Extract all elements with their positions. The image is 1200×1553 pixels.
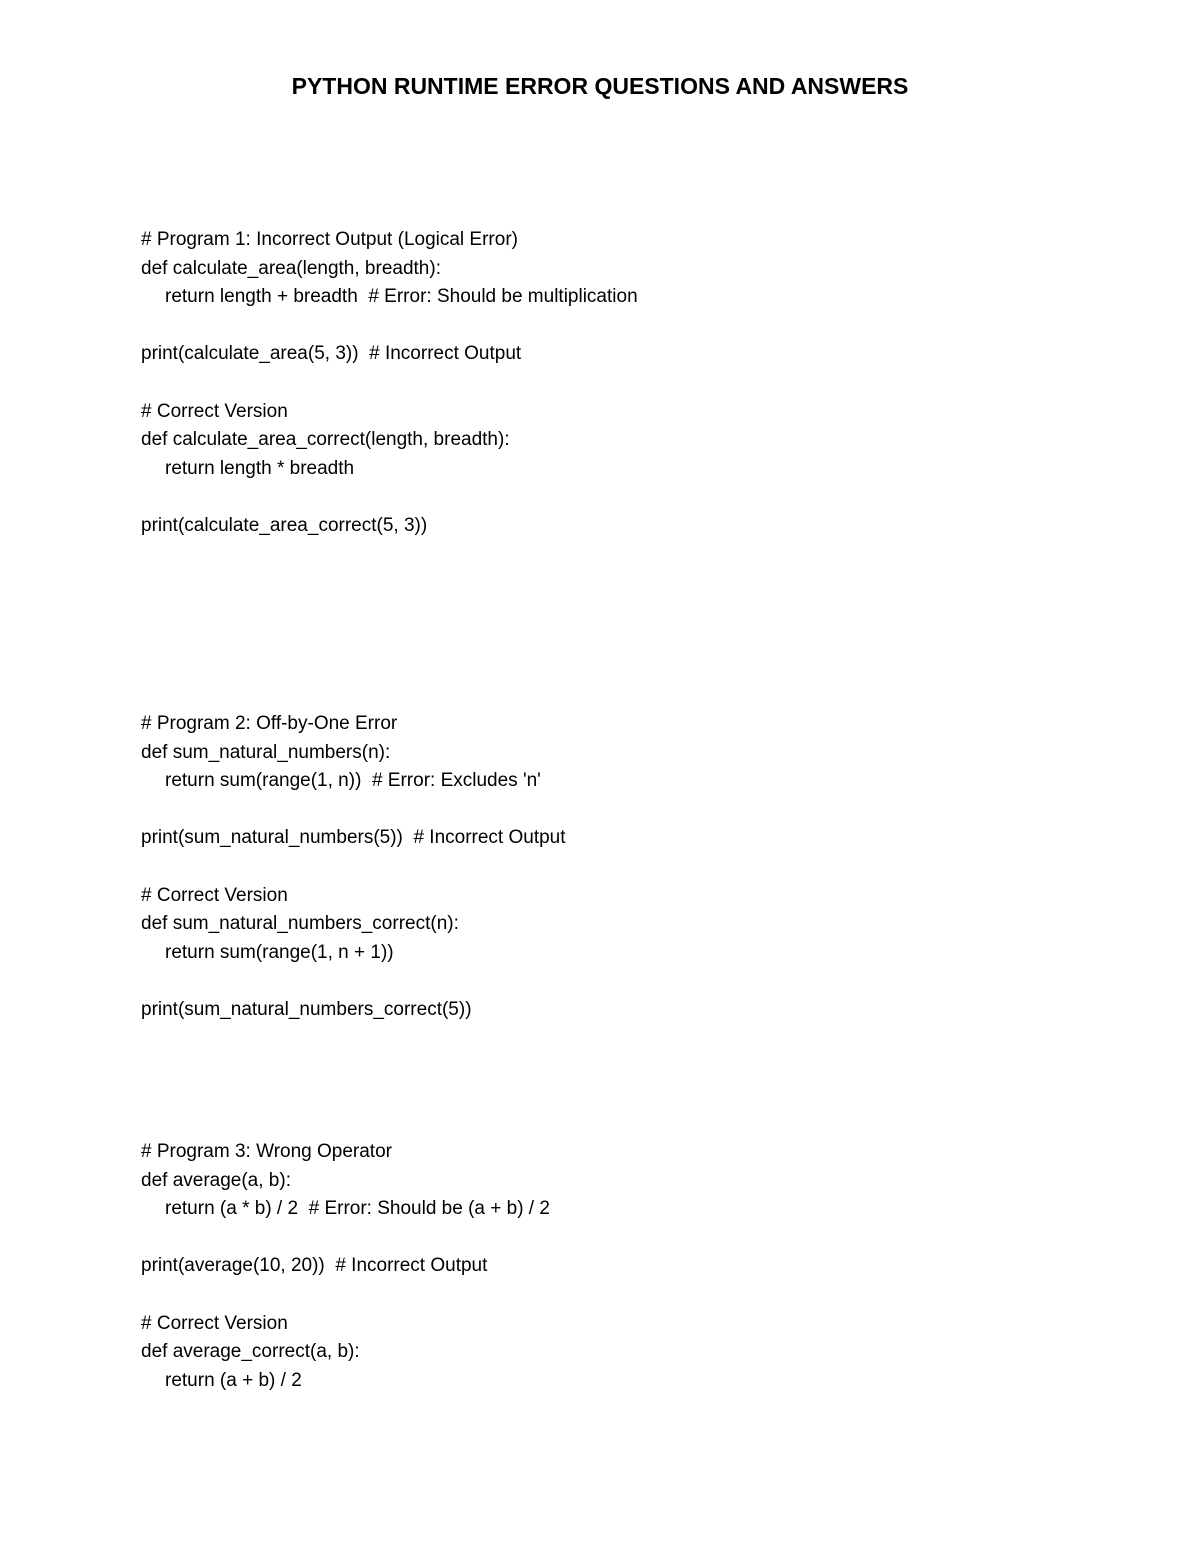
blank-line [141, 1224, 1121, 1253]
blank-line [141, 967, 1121, 996]
program-1-def-line: def calculate_area(length, breadth): [141, 257, 441, 279]
program-1-code-block [141, 226, 1121, 541]
program-1-correct-return-line: return length * breadth [165, 457, 355, 479]
program-2-correct-def-line: def sum_natural_numbers_correct(n): [141, 913, 459, 935]
program-2-return-line: return sum(range(1, n)) # Error: Excludes 'n' [165, 770, 541, 792]
program-1-correct-def-line: def calculate_area_correct(length, breadth): [141, 429, 510, 451]
program-3-print-line: print(average(10, 20)) # Incorrect Output [141, 1255, 488, 1277]
program-2-correct-return-line: return sum(range(1, n + 1)) [165, 941, 394, 963]
page-title: PYTHON RUNTIME ERROR QUESTIONS AND ANSWERS [291, 73, 909, 99]
program-2-code-block [141, 710, 1121, 1025]
program-3-correct-comment: # Correct Version [141, 1312, 288, 1334]
program-3-code-block [141, 1138, 1121, 1395]
program-3-def-line: def average(a, b): [141, 1169, 291, 1191]
blank-line [141, 312, 1121, 341]
program-1-print-line: print(calculate_area(5, 3)) # Incorrect Output [141, 343, 522, 365]
program-1-comment: # Program 1: Incorrect Output (Logical Error) [141, 229, 518, 250]
blank-line [141, 483, 1121, 512]
blank-line [141, 853, 1121, 882]
program-3-correct-return-line: return (a + b) / 2 [165, 1369, 302, 1391]
program-2-correct-comment: # Correct Version [141, 884, 288, 906]
blank-line [141, 796, 1121, 825]
blank-line [141, 369, 1121, 398]
program-2-def-line: def sum_natural_numbers(n): [141, 741, 391, 763]
program-1-correct-print-line: print(calculate_area_correct(5, 3)) [141, 514, 428, 536]
program-2-print-line: print(sum_natural_numbers(5)) # Incorrect Output [141, 827, 566, 849]
program-3-comment: # Program 3: Wrong Operator [141, 1141, 392, 1162]
program-3-correct-def-line: def average_correct(a, b): [141, 1341, 360, 1363]
program-3-return-line: return (a * b) / 2 # Error: Should be (a + b) / 2 [165, 1198, 550, 1220]
program-1-correct-comment: # Correct Version [141, 400, 288, 422]
blank-line [141, 1281, 1121, 1310]
program-2-correct-print-line: print(sum_natural_numbers_correct(5)) [141, 998, 472, 1020]
program-2-comment: # Program 2: Off-by-One Error [141, 713, 398, 734]
program-1-return-line: return length + breadth # Error: Should be multiplication [165, 286, 638, 308]
